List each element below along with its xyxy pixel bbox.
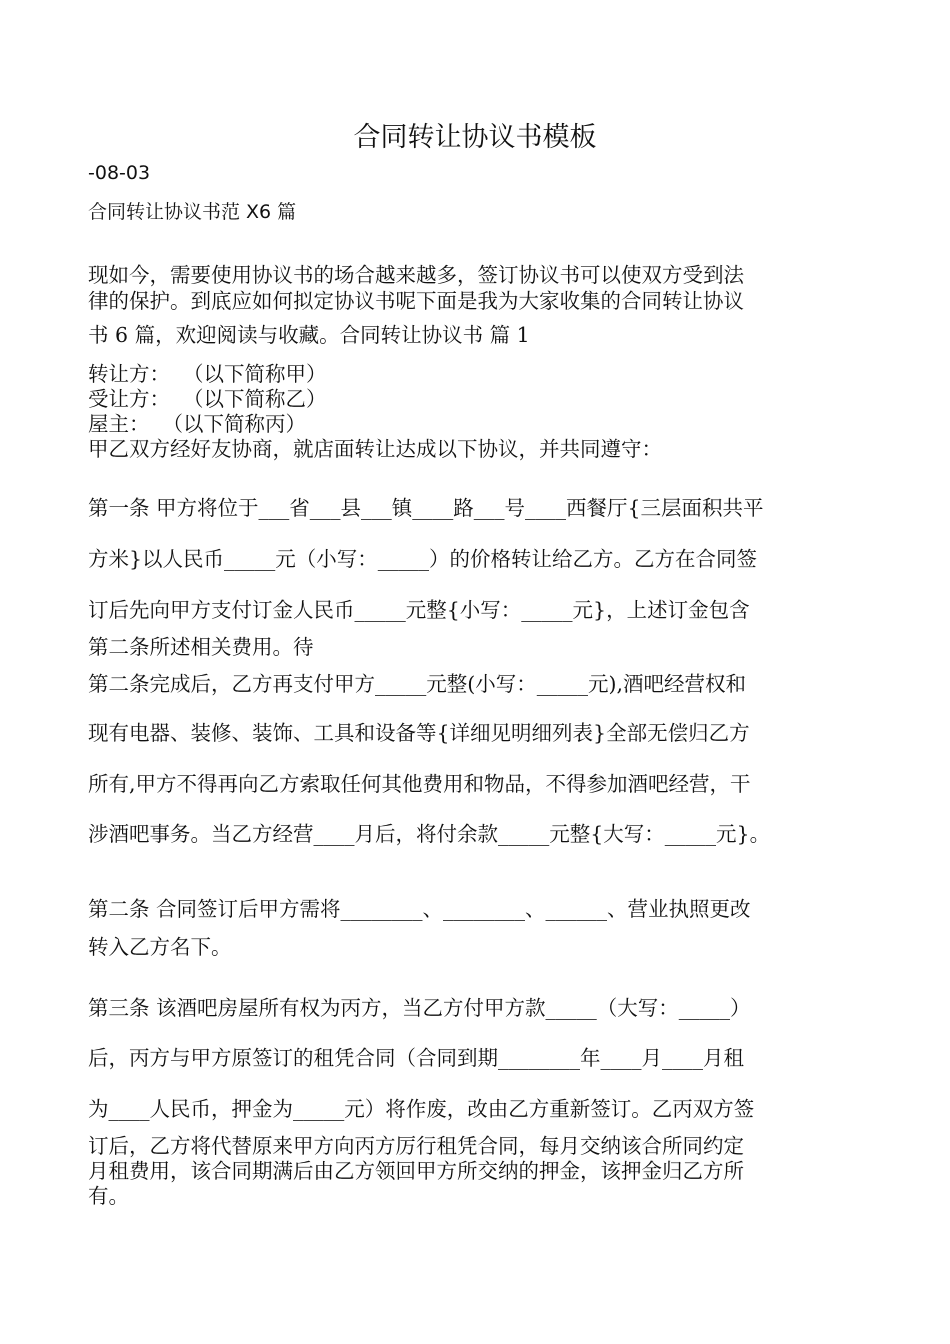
paragraph-line: 律的保护。到底应如何拟定协议书呢下面是我为大家收集的合同转让协议 (88, 289, 744, 313)
article-1-line: 订后先向甲方支付订金人民币_____元整{小写：_____元}，上述订金包含 (88, 598, 750, 622)
article-1-line: 涉酒吧事务。当乙方经营____月后，将付余款_____元整{大写：_____元}。 (88, 822, 771, 846)
article-3-line: 有。 (88, 1184, 129, 1208)
article-1-line: 所有,甲方不得再向乙方索取任何其他费用和物品，不得参加酒吧经营，干 (88, 772, 751, 796)
article-3-line: 为____人民币，押金为_____元）将作废，改由乙方重新签订。乙丙双方签 (88, 1097, 755, 1121)
article-1-line: 方米}以人民币_____元（小写：_____）的价格转让给乙方。乙方在合同签 (88, 547, 758, 571)
paragraph-line: 现如今，需要使用协议书的场合越来越多，签订协议书可以使双方受到法 (88, 263, 744, 287)
article-3-line: 后，丙方与甲方原签订的租凭合同（合同到期________年____月____月租 (88, 1046, 744, 1070)
party-landlord: 屋主： （以下简称丙） (88, 412, 307, 436)
party-transferor: 转让方： （以下简称甲） (88, 362, 327, 386)
document-subtitle: 合同转让协议书范 X6 篇 (88, 201, 297, 223)
document-date: -08-03 (88, 162, 151, 184)
article-3-line: 月租费用，该合同期满后由乙方领回甲方所交纳的押金，该押金归乙方所 (88, 1159, 744, 1183)
article-2-line: 第二条 合同签订后甲方需将________、________、______、营业执照更改 (88, 897, 751, 921)
article-1-line: 现有电器、装修、装饰、工具和设备等{详细见明细列表}全部无偿归乙方 (88, 721, 750, 745)
article-1-line: 第二条所述相关费用。待 (88, 635, 314, 659)
paragraph-line: 甲乙双方经好友协商，就店面转让达成以下协议，并共同遵守： (88, 437, 662, 461)
article-3-line: 订后，乙方将代替原来甲方向丙方厉行租凭合同，每月交纳该合所同约定 (88, 1134, 744, 1158)
article-3-line: 第三条 该酒吧房屋所有权为丙方，当乙方付甲方款_____（大写：_____） (88, 996, 751, 1020)
article-1-line: 第一条 甲方将位于___省___县___镇____路___号____西餐厅{三层面积共平 (88, 496, 764, 520)
paragraph-line: 书 6 篇，欢迎阅读与收藏。合同转让协议书 篇 1 (88, 323, 530, 347)
article-2-line: 转入乙方名下。 (88, 935, 232, 959)
article-1-line: 第二条完成后，乙方再支付甲方_____元整(小写：_____元),酒吧经营权和 (88, 672, 747, 696)
party-transferee: 受让方： （以下简称乙） (88, 387, 327, 411)
document-title: 合同转让协议书模板 (353, 122, 597, 153)
